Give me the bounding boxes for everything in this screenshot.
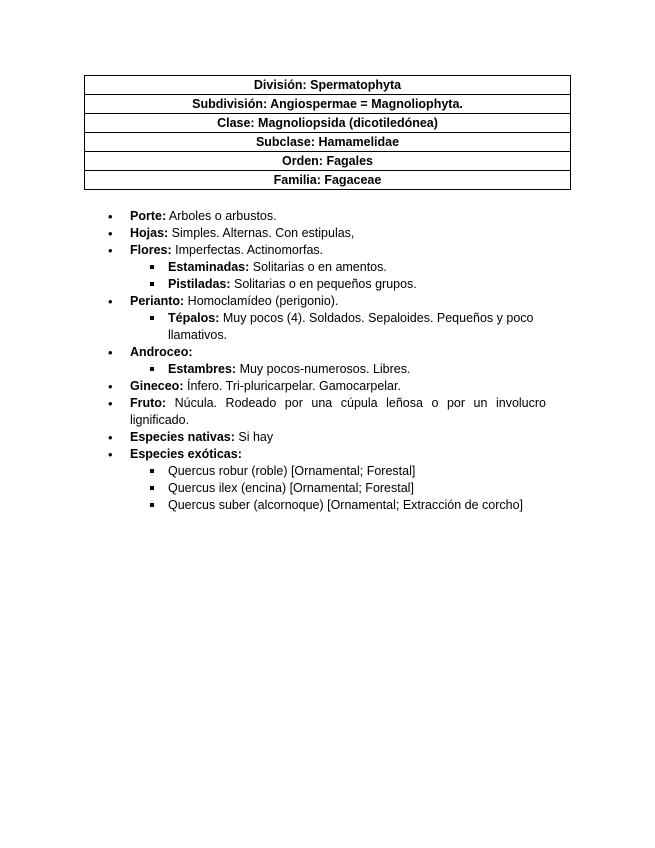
taxonomy-row-familia — [85, 171, 571, 190]
trait-text: Imperfectas. Actinomorfas. — [171, 243, 324, 257]
trait-text: Homoclamídeo (perigonio). — [184, 294, 339, 308]
trait-text: Simples. Alternas. Con estipulas, — [168, 226, 355, 240]
taxonomy-row-subdivision — [85, 95, 571, 114]
sub-trait-text: Muy pocos (4). Soldados. Sepaloides. Pequeños y poco llamativos. — [168, 311, 534, 342]
trait-hojas — [106, 225, 546, 242]
sub-trait-label: Pistiladas: — [168, 277, 231, 291]
trait-especies-nativas — [106, 429, 546, 446]
sub-trait-label: Estambres: — [168, 362, 237, 376]
trait-porte — [106, 208, 546, 225]
sub-trait-label: Estaminadas: — [168, 260, 250, 274]
trait-perianto — [106, 293, 546, 344]
trait-label: Especies exóticas: — [130, 447, 242, 461]
familia-cell: Familia: Fagaceae — [85, 171, 571, 190]
trait-label: Porte: — [130, 209, 167, 223]
exoticas-sub-list — [130, 463, 546, 514]
subdivision-cell: Subdivisión: Angiospermae = Magnoliophyta. — [85, 95, 571, 114]
trait-label: Perianto: — [130, 294, 185, 308]
sub-trait-pistiladas — [130, 276, 546, 293]
division-cell: División: Spermatophyta — [85, 76, 571, 95]
trait-text: Arboles o arbustos. — [166, 209, 277, 223]
trait-label: Flores: — [130, 243, 172, 257]
trait-text: Núcula. Rodeado por una cúpula leñosa o por un involucro lignificado. — [130, 396, 546, 427]
sub-trait-label: Tépalos: — [168, 311, 220, 325]
traits-list — [106, 208, 546, 514]
trait-label: Fruto: — [130, 396, 167, 410]
taxonomy-row-clase — [85, 114, 571, 133]
trait-androceo — [106, 344, 546, 378]
trait-label: Gineceo: — [130, 379, 184, 393]
perianto-sub-list — [130, 310, 546, 344]
species-item: Quercus ilex (encina) [Ornamental; Forestal] — [130, 480, 546, 497]
trait-flores — [106, 242, 546, 293]
trait-text: Si hay — [234, 430, 274, 444]
taxonomy-row-orden — [85, 152, 571, 171]
sub-trait-estambres — [130, 361, 546, 378]
sub-trait-tepalos — [130, 310, 546, 344]
taxonomy-row-subclase — [85, 133, 571, 152]
trait-gineceo — [106, 378, 546, 395]
orden-cell: Orden: Fagales — [85, 152, 571, 171]
taxonomy-row-division — [85, 76, 571, 95]
sub-trait-text: Solitarias o en amentos. — [249, 260, 387, 274]
trait-label: Especies nativas: — [130, 430, 235, 444]
sub-trait-estaminadas — [130, 259, 546, 276]
trait-label: Androceo: — [130, 345, 193, 359]
species-item: Quercus suber (alcornoque) [Ornamental; Extracción de corcho] — [130, 497, 546, 514]
trait-label: Hojas: — [130, 226, 169, 240]
subclase-cell: Subclase: Hamamelidae — [85, 133, 571, 152]
sub-trait-text: Muy pocos-numerosos. Libres. — [236, 362, 411, 376]
species-item: Quercus robur (roble) [Ornamental; Forestal] — [130, 463, 546, 480]
flores-sub-list — [130, 259, 546, 293]
trait-fruto — [106, 395, 546, 429]
trait-especies-exoticas — [106, 446, 546, 514]
taxonomy-table — [84, 75, 571, 190]
androceo-sub-list — [130, 361, 546, 378]
sub-trait-text: Solitarias o en pequeños grupos. — [230, 277, 417, 291]
trait-text: Ínfero. Tri-pluricarpelar. Gamocarpelar. — [183, 379, 401, 393]
clase-cell: Clase: Magnoliopsida (dicotiledónea) — [85, 114, 571, 133]
